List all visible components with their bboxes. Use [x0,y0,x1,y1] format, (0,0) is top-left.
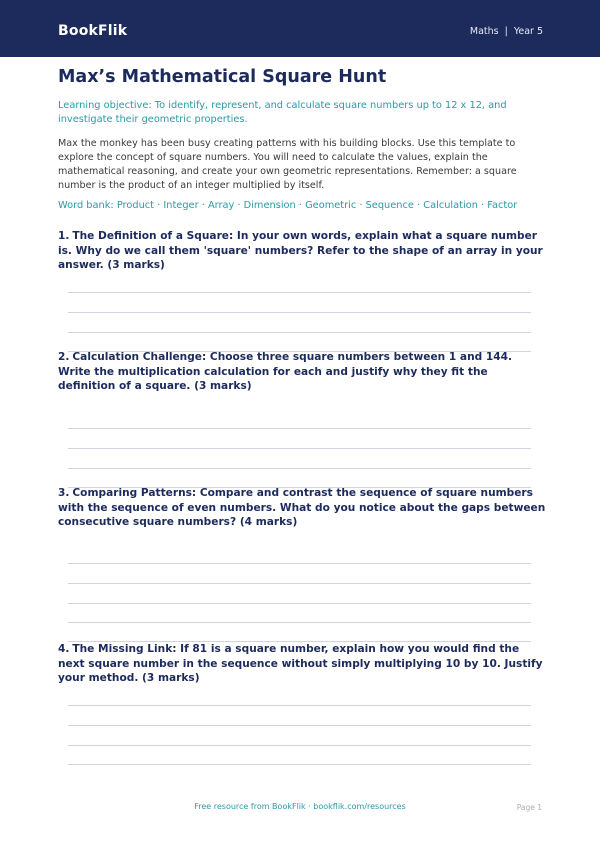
subject-label: Maths [469,26,499,37]
footer-link[interactable]: Free resource from BookFlik · bookflik.com/resources [194,802,406,811]
answer-line[interactable] [68,583,531,584]
answer-line[interactable] [68,764,531,765]
answer-line[interactable] [68,725,531,726]
separator: | [504,26,508,37]
page-header [0,0,600,57]
question-2-text [58,350,546,394]
answer-line[interactable] [68,332,531,333]
answer-line[interactable] [68,312,531,313]
question-prompt: Comparing Patterns: Compare and contrast the sequence of square numbers with the sequence of even numbers. What do you notice about the gaps between consecutive square numbers? (4 marks) [58,487,546,528]
question-4 [58,642,546,686]
year-label: Year 5 [513,26,543,37]
question-number: 2. [58,351,70,363]
answer-line[interactable] [68,603,531,604]
question-prompt: Calculation Challenge: Choose three square numbers between 1 and 144. Write the multiplication calculation for each and justify why they fit the definition of a square. (3 marks) [58,351,513,392]
answer-line[interactable] [68,468,531,469]
question-2 [58,350,546,394]
answer-line[interactable] [68,448,531,449]
question-4-text [58,642,546,686]
page-number: Page 1 [516,803,542,812]
learning-objective: Learning objective: To identify, represent, and calculate square numbers up to 12 x 12, and investigate their geometric properties. [58,100,507,125]
question-number: 4. [58,643,70,655]
answer-line[interactable] [68,292,531,293]
question-number: 1. [58,230,70,242]
answer-line[interactable] [68,563,531,564]
word-bank: Word bank: Product · Integer · Array · Dimension · Geometric · Sequence · Calculation · Factor [58,200,518,211]
answer-line[interactable] [68,428,531,429]
question-prompt: The Definition of a Square: In your own words, explain what a square number is. Why do we call them 'square' numbers? Refer to the shape of an array in your answer. (3 marks) [58,230,543,271]
intro-paragraph: Max the monkey has been busy creating patterns with his building blocks. Use this template to explore the concept of square numbers. You will need to calculate the values, explain the mathematical reasoning, and create your own geometric representations. Remember: a square number is the product of an integer multiplied by itself. [58,138,517,191]
question-1 [58,229,546,273]
worksheet-title: Max’s Mathematical Square Hunt [58,67,387,87]
answer-line[interactable] [68,745,531,746]
footer-credit[interactable] [0,802,600,812]
question-1-text [58,229,546,273]
question-prompt: The Missing Link: If 81 is a square number, explain how you would find the next square number in the sequence without simply multiplying 10 by 10. Justify your method. (3 marks) [58,643,543,684]
brand-logo: BookFlik [58,23,128,39]
answer-line[interactable] [68,622,531,623]
question-number: 3. [58,487,70,499]
question-3-text [58,486,546,530]
answer-line[interactable] [68,705,531,706]
subject-year-label [470,26,543,38]
question-3 [58,486,546,530]
